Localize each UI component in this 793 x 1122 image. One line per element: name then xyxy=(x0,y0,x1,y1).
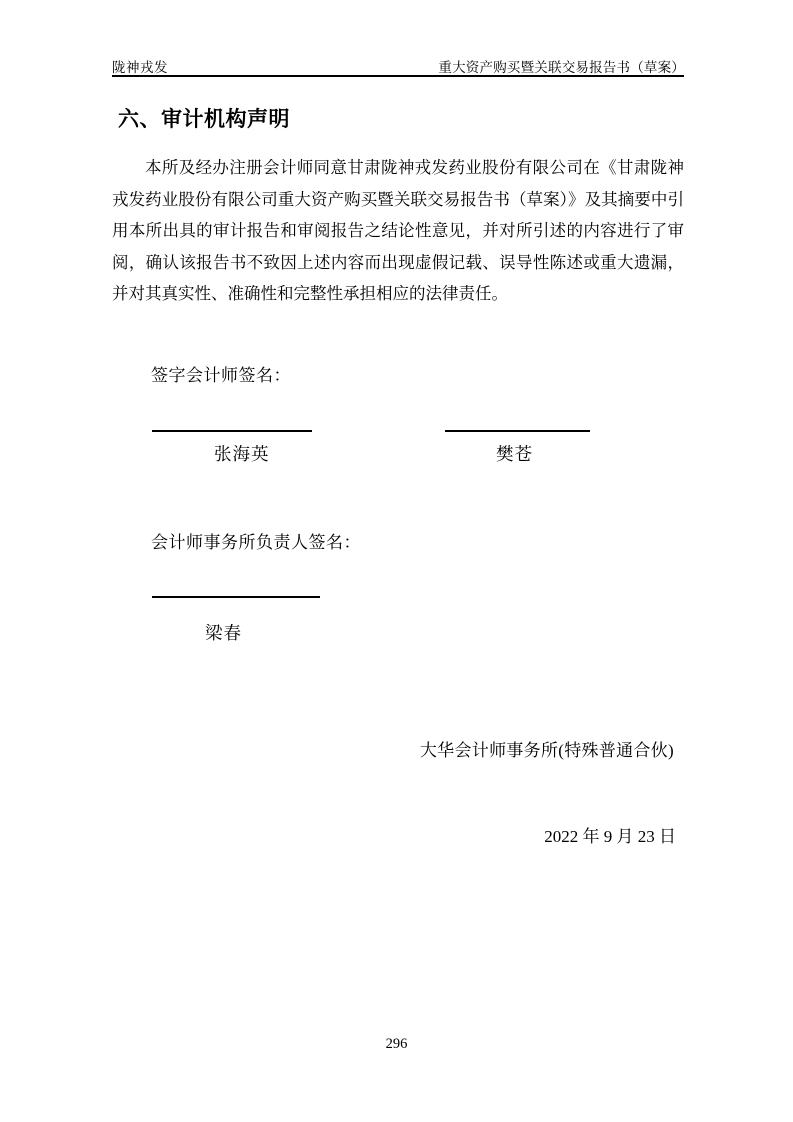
accountant-name-1: 张海英 xyxy=(214,444,270,464)
header-company-short-name: 陇神戎发 xyxy=(112,60,168,75)
signature-line-firm-head xyxy=(152,596,320,598)
section-title: 六、审计机构声明 xyxy=(118,108,290,131)
accounting-firm-name: 大华会计师事务所(特殊普通合伙) xyxy=(419,741,674,760)
firm-head-name: 梁春 xyxy=(205,623,242,643)
statement-paragraph: 本所及经办注册会计师同意甘肃陇神戎发药业股份有限公司在《甘肃陇神戎发药业股份有限公司重大资产购买暨关联交易报告书（草案）》及其摘要中引用本所出具的审计报告和审阅报告之结论性意见，并对所引述的内容进行了审阅，确认该报告书不致因上述内容而出现虚假记载、误导性陈述或重大遗漏，并对其真实性、准确性和完整性承担相应的法律责任。 xyxy=(112,158,684,303)
signing-accountants-label: 签字会计师签名： xyxy=(151,366,291,385)
document-date: 2022 年 9 月 23 日 xyxy=(544,827,676,846)
accountant-name-2: 樊苍 xyxy=(496,444,533,464)
header-divider-rule xyxy=(112,75,684,77)
firm-head-label: 会计师事务所负责人签名： xyxy=(151,533,361,552)
page-number: 296 xyxy=(385,1036,408,1052)
signature-line-accountant-2 xyxy=(445,430,590,432)
signature-line-accountant-1 xyxy=(152,430,312,432)
header-report-title: 重大资产购买暨关联交易报告书（草案） xyxy=(438,60,685,75)
